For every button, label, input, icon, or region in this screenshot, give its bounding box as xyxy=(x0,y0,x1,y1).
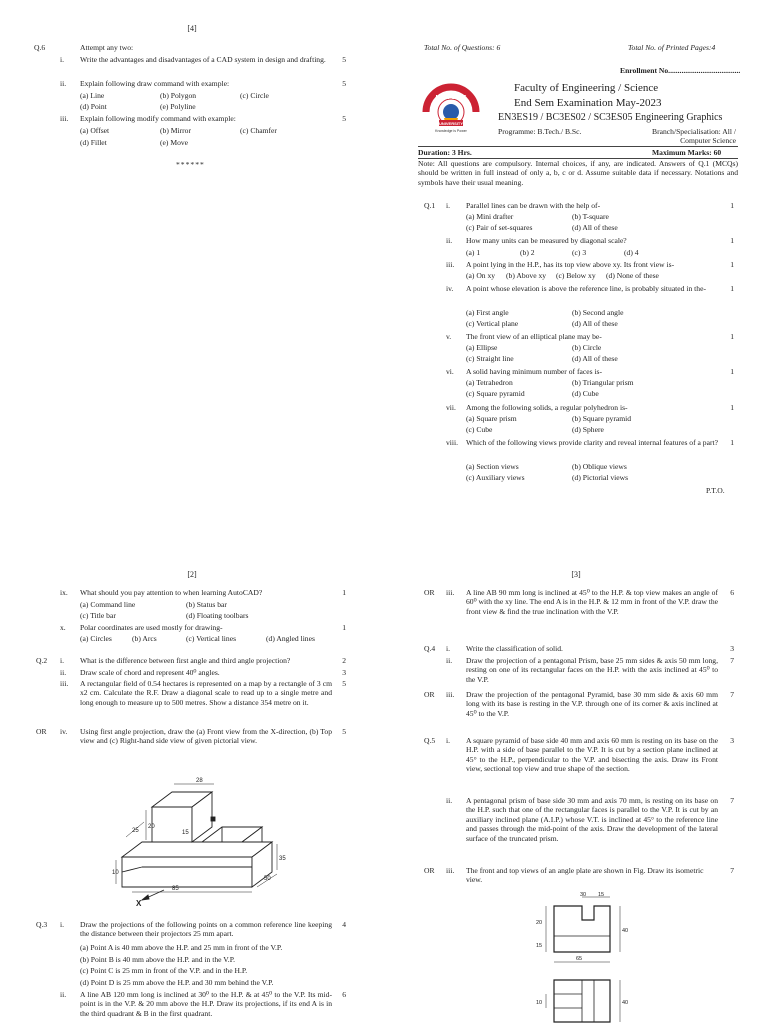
q3-ii-question: A line AB 120 mm long is inclined at 30⁰ to the H.P. & at 45⁰ to the V.P. Its mid-point is in the V.P. & 20 mm above the H.P. Draw its projections, if its end A is in the third quadrant & B in the first quadrant. xyxy=(80,990,332,1018)
page-2 xyxy=(0,512,384,1024)
q5-i-question: A square pyramid of base side 40 mm and axis 60 mm is resting on its base on the H.P. with a side of base parallel to the V.P. It is cut by a section plane inclined at 45° to the H.P., perpendicular to the V.P. and bisecting the axis. Draw its Front view, sectional top view and true shape of the section. xyxy=(466,736,718,774)
q1-item-number: v. xyxy=(446,332,452,341)
dim-label: 15 xyxy=(598,892,605,898)
dim-label: 10 xyxy=(112,870,119,876)
q1-option: (d) All of these xyxy=(572,223,618,232)
q1-ix-number: ix. xyxy=(60,588,68,597)
divider xyxy=(418,146,738,147)
q1-item-number: i. xyxy=(446,201,451,210)
q4-i-marks: 3 xyxy=(730,644,734,653)
q6-iii-option: (a) Offset xyxy=(80,126,110,135)
or-label: OR xyxy=(36,727,47,736)
q1-ix-marks: 1 xyxy=(342,588,346,597)
q1-item-question: A solid having minimum number of faces is- xyxy=(466,367,603,376)
q6-ii-option: (a) Line xyxy=(80,91,105,100)
q1-item-number: vii. xyxy=(446,403,456,412)
q1-item-marks: 1 xyxy=(730,236,734,245)
dim-label: 15 xyxy=(182,830,189,836)
q1-option: (a) Command line xyxy=(80,600,136,609)
q1-option: (c) Square pyramid xyxy=(466,389,525,398)
q1-option: (b) Triangular prism xyxy=(572,378,634,387)
q1-item-number: viii. xyxy=(446,438,459,447)
q1-option: (a) Circles xyxy=(80,634,112,643)
q3-i-marks: 4 xyxy=(342,920,346,929)
dim-label: 35 xyxy=(279,856,286,862)
total-questions: Total No. of Questions: 6 xyxy=(424,43,501,52)
q1-option: (b) Status bar xyxy=(186,600,227,609)
q1-item-marks: 1 xyxy=(730,367,734,376)
pto-label: P.T.O. xyxy=(706,486,725,495)
q3-point-item: (d) Point D is 25 mm above the H.P. and 30 mm behind the V.P. xyxy=(80,978,274,987)
q1-option: (d) Floating toolbars xyxy=(186,611,249,620)
q1-option: (b) T-square xyxy=(572,212,609,221)
q5-i-number: i. xyxy=(446,736,451,745)
q1-item-marks: 1 xyxy=(730,403,734,412)
q3-point-item: (a) Point A is 40 mm above the H.P. and 25 mm in front of the V.P. xyxy=(80,943,283,952)
q4-iii-question: Draw the projection of the pentagonal Pyramid, base 30 mm side & axis 60 mm long with its base is resting in the V.P. through one of its corner & axis inclined at 45⁰ to the V.P. xyxy=(466,690,718,718)
q2-ii-question: Draw scale of chord and represent 40⁰ angles. xyxy=(80,668,220,677)
dim-label: 25 xyxy=(132,828,139,834)
course-title: EN3ES19 / BC3ES02 / SC3ES05 Engineering Graphics xyxy=(498,112,723,123)
q6-iii-number: iii. xyxy=(60,114,69,123)
q2-iii-marks: 5 xyxy=(342,679,346,688)
q6-iii-marks: 5 xyxy=(342,114,346,123)
page-number: [4] xyxy=(187,24,197,33)
q1-option: (b) Square pyramid xyxy=(572,414,632,423)
q1-option: (c) Cube xyxy=(466,425,493,434)
q4-iii-number: iii. xyxy=(446,690,455,699)
q2-iv-question: Using first angle projection, draw the (a) Front view from the X-direction, (b) Top view and (c) Right-hand side view of given pictorial view. xyxy=(80,727,332,746)
q4-iii-marks: 7 xyxy=(730,690,734,699)
q1-item-question: How many units can be measured by diagonal scale? xyxy=(466,236,627,245)
q1-item-question: A point lying in the H.P., has its top view above xy. Its front view is- xyxy=(466,260,675,269)
q6-ii-option: (b) Polygon xyxy=(160,91,197,100)
q1-option: (a) 1 xyxy=(466,248,481,257)
q5-ii-number: ii. xyxy=(446,796,453,805)
exam-title: End Sem Examination May-2023 xyxy=(514,97,662,109)
q3-iii-question: A line AB 90 mm long is inclined at 45⁰ to the H.P. & top view makes an angle of 60⁰ with the xy line. The end A is in the H.P. & 12 mm in front of the V.P. draw the front view & find the true inclination with the V.P. xyxy=(466,588,718,616)
q1-option: (b) Oblique views xyxy=(572,462,627,471)
duration: Duration: 3 Hrs. xyxy=(418,148,472,157)
q3-point-item: (b) Point B is 40 mm above the H.P. and in the V.P. xyxy=(80,955,235,964)
q4-number: Q.4 xyxy=(424,644,436,653)
q4-ii-question: Draw the projection of a pentagonal Prism, base 25 mm sides & axis 50 mm long, resting on one of its rectangular faces on the H.P. with the axis inclined at 45⁰ to the V.P. xyxy=(466,656,718,684)
dim-label: 65 xyxy=(576,956,583,962)
q1-number: Q.1 xyxy=(424,201,436,210)
q1-option: (d) All of these xyxy=(572,319,618,328)
q1-item-marks: 1 xyxy=(730,260,734,269)
q1-option: (d) None of these xyxy=(606,271,659,280)
q6-ii-option: (e) Polyline xyxy=(160,102,196,111)
max-marks: Maximum Marks: 60 xyxy=(652,148,722,157)
q1-item-number: vi. xyxy=(446,367,454,376)
q4-i-question: Write the classification of solid. xyxy=(466,644,563,653)
logo-name: MEDI-CAPS xyxy=(435,95,467,101)
q1-item-question: Parallel lines can be drawn with the help of- xyxy=(466,201,601,210)
q1-option: (b) Second angle xyxy=(572,308,624,317)
q1-x-marks: 1 xyxy=(342,623,346,632)
q1-option: (d) Pictorial views xyxy=(572,473,629,482)
q5-i-marks: 3 xyxy=(730,736,734,745)
q1-option: (b) Above xy xyxy=(506,271,547,280)
page-4 xyxy=(0,0,384,512)
page-1 xyxy=(384,0,768,512)
q1-option: (c) Title bar xyxy=(80,611,116,620)
q2-iii-question: A rectangular field of 0.54 hectares is represented on a map by a rectangle of 3 cm x2 cm. Calculate the R.F. Draw a diagonal scale to read up to a single metre and long enough to measure up to 500 metres. Show a distance 354 metre on it. xyxy=(80,679,332,707)
or-label: OR xyxy=(424,588,435,597)
q1-item-marks: 1 xyxy=(730,201,734,210)
q1-option: (c) Straight line xyxy=(466,354,514,363)
q1-option: (a) On xy xyxy=(466,271,496,280)
dim-label: 20 xyxy=(148,824,155,830)
q1-option: (c) Vertical plane xyxy=(466,319,519,328)
q1-option: (d) Angled lines xyxy=(266,634,315,643)
dim-label: 85 xyxy=(172,886,179,892)
page-number: [2] xyxy=(187,570,197,579)
q1-option: (d) Sphere xyxy=(572,425,604,434)
q6-intro: Attempt any two: xyxy=(80,43,134,52)
q1-option: (a) First angle xyxy=(466,308,509,317)
q1-item-question: Which of the following views provide clarity and reveal internal features of a part? xyxy=(466,438,718,447)
q1-option: (b) 2 xyxy=(520,248,535,257)
q2-iv-number: iv. xyxy=(60,727,68,736)
dim-label: 20 xyxy=(536,920,543,926)
q1-option: (d) All of these xyxy=(572,354,618,363)
q3-i-question: Draw the projections of the following points on a common reference line keeping the distance between their projectors 25 mm apart. xyxy=(80,920,332,939)
q1-item-number: ii. xyxy=(446,236,453,245)
dim-label: 40 xyxy=(622,1000,629,1006)
q1-item-marks: 1 xyxy=(730,438,734,447)
dim-label: 15 xyxy=(536,943,543,949)
university-logo xyxy=(418,82,484,136)
logo-university: UNIVERSITY xyxy=(438,121,464,126)
q3-ii-number: ii. xyxy=(60,990,67,999)
dim-label: 28 xyxy=(196,778,203,784)
q5-iii-marks: 7 xyxy=(730,866,734,875)
dim-label: 40 xyxy=(622,928,629,934)
q2-number: Q.2 xyxy=(36,656,48,665)
q2-ii-number: ii. xyxy=(60,668,67,677)
q1-option: (a) Square prism xyxy=(466,414,517,423)
q3-number: Q.3 xyxy=(36,920,48,929)
q6-i-number: i. xyxy=(60,55,65,64)
faculty-title: Faculty of Engineering / Science xyxy=(514,82,659,94)
q4-ii-number: ii. xyxy=(446,656,453,665)
q6-iii-option: (c) Chamfer xyxy=(240,126,277,135)
q6-ii-marks: 5 xyxy=(342,79,346,88)
q6-ii-option: (c) Circle xyxy=(240,91,269,100)
pictorial-view-figure xyxy=(112,762,302,909)
q1-item-marks: 1 xyxy=(730,332,734,341)
q4-ii-marks: 7 xyxy=(730,656,734,665)
q1-option: (b) Circle xyxy=(572,343,602,352)
q1-option: (a) Ellipse xyxy=(466,343,498,352)
total-pages: Total No. of Printed Pages:4 xyxy=(628,43,716,52)
q2-i-question: What is the difference between first angle and third angle projection? xyxy=(80,656,291,665)
q2-iii-number: iii. xyxy=(60,679,69,688)
q2-iv-marks: 5 xyxy=(342,727,346,736)
q1-option: (c) 3 xyxy=(572,248,587,257)
q6-iii-option: (e) Move xyxy=(160,138,189,147)
q1-option: (b) Arcs xyxy=(132,634,157,643)
dim-label: 30 xyxy=(580,892,587,898)
q5-ii-question: A pentagonal prism of base side 30 mm and axis 70 mm, is resting on its base on the H.P. such that one of the rectangular faces is parallel to the V.P. It is cut by an auxiliary inclined plane (A.I.P.) whose V.T. is inclined at 45° to the reference line and passes through the mid-point of the axis. Draw the development of the lateral surface of the truncated prism. xyxy=(466,796,718,843)
q1-option: (c) Pair of set-squares xyxy=(466,223,533,232)
or-label: OR xyxy=(424,690,435,699)
q1-option: (a) Mini drafter xyxy=(466,212,514,221)
q1-item-marks: 1 xyxy=(730,284,734,293)
page-3 xyxy=(384,512,768,1024)
page-number: [3] xyxy=(571,570,581,579)
q2-i-marks: 2 xyxy=(342,656,346,665)
q1-item-number: iv. xyxy=(446,284,454,293)
q1-option: (d) 4 xyxy=(624,248,639,257)
q1-option: (c) Vertical lines xyxy=(186,634,237,643)
instructions-note: Note: All questions are compulsory. Internal choices, if any, are indicated. Answers of Q.1 (MCQs) should be written in full instead of only a, b, c or d. Assume suitable data if necessary. Notations and symbols have their usual meaning. xyxy=(418,159,738,187)
q1-x-number: x. xyxy=(60,623,66,632)
q1-option: (a) Tetrahedron xyxy=(466,378,513,387)
q3-point-item: (c) Point C is 25 mm in front of the V.P. and in the H.P. xyxy=(80,966,248,975)
q2-i-number: i. xyxy=(60,656,65,665)
q5-iii-question: The front and top views of an angle plate are shown in Fig. Draw its isometric view. xyxy=(466,866,704,885)
q6-i-marks: 5 xyxy=(342,55,346,64)
q5-iii-number: iii. xyxy=(446,866,455,875)
q3-iii-number: iii. xyxy=(446,588,455,597)
q6-iii-option: (d) Fillet xyxy=(80,138,107,147)
q3-i-number: i. xyxy=(60,920,65,929)
angle-plate-figure xyxy=(534,890,644,1024)
end-marker: ****** xyxy=(176,160,205,169)
q1-option: (c) Auxiliary views xyxy=(466,473,525,482)
q6-iii-text: Explain following modify command with example: xyxy=(80,114,236,123)
dim-label: 50 xyxy=(264,876,271,882)
q5-number: Q.5 xyxy=(424,736,436,745)
q1-item-question: Among the following solids, a regular polyhedron is- xyxy=(466,403,628,412)
q3-iii-marks: 6 xyxy=(730,588,734,597)
q6-ii-text: Explain following draw command with example: xyxy=(80,79,230,88)
q4-i-number: i. xyxy=(446,644,451,653)
q1-option: (c) Below xy xyxy=(556,271,596,280)
q6-ii-option: (d) Point xyxy=(80,102,107,111)
q2-ii-marks: 3 xyxy=(342,668,346,677)
q1-ix-question: What should you pay attention to when learning AutoCAD? xyxy=(80,588,263,597)
dim-label: 10 xyxy=(536,1000,543,1006)
logo-tagline: Knowledge is Power xyxy=(435,129,467,133)
enrollment-field: Enrollment No...................................... xyxy=(620,66,741,75)
or-label: OR xyxy=(424,866,435,875)
view-arrow-label: X xyxy=(136,899,142,907)
q1-x-question: Polar coordinates are used mostly for drawing- xyxy=(80,623,223,632)
q6-iii-option: (b) Mirror xyxy=(160,126,191,135)
q3-ii-marks: 6 xyxy=(342,990,346,999)
programme: Programme: B.Tech./ B.Sc. xyxy=(498,127,582,136)
branch: Branch/Specialisation: All / Computer Science xyxy=(652,127,736,146)
q1-item-number: iii. xyxy=(446,260,455,269)
q6-ii-number: ii. xyxy=(60,79,67,88)
q1-option: (a) Section views xyxy=(466,462,519,471)
q5-ii-marks: 7 xyxy=(730,796,734,805)
q6-i-text: Write the advantages and disadvantages of a CAD system in design and drafting. xyxy=(80,55,326,64)
q6-number: Q.6 xyxy=(34,43,46,52)
q1-item-question: The front view of an elliptical plane may be- xyxy=(466,332,602,341)
q1-item-question: A point whose elevation is above the reference line, is probably situated in the- xyxy=(466,284,706,293)
q1-option: (d) Cube xyxy=(572,389,599,398)
